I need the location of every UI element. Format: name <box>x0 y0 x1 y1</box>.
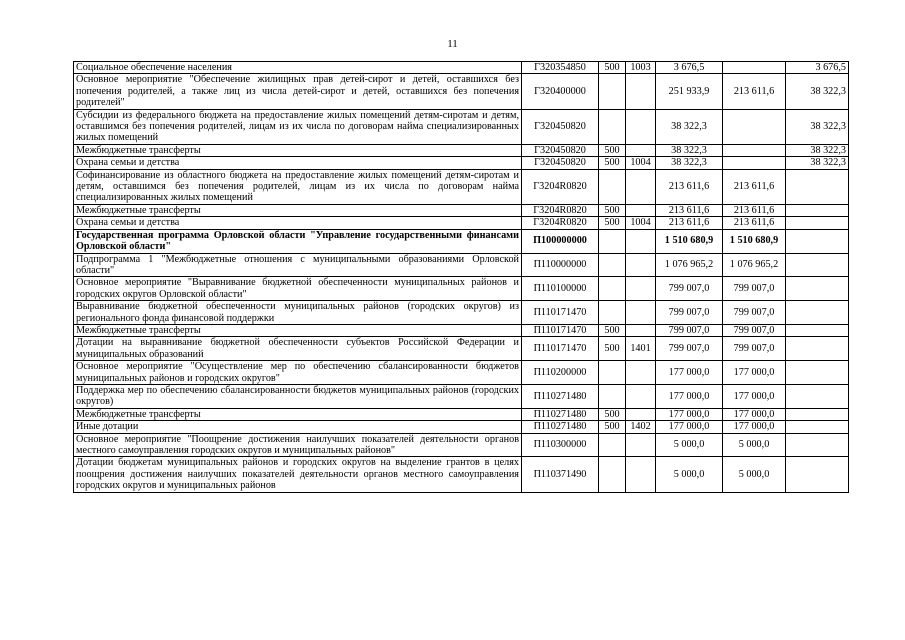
table-row <box>74 361 849 385</box>
row-section-cell <box>626 361 656 385</box>
row-code-cell: Г3204R0820 <box>522 169 599 204</box>
table-row <box>74 229 849 253</box>
row-total-cell: 177 000,0 <box>656 421 723 433</box>
row-name-cell: Софинансирование из областного бюджета на предоставление жилых помещений детям-сиротам и детям, оставшимся без попечения родителей, лицам из их числа по договорам найма специализированных жилых помещений <box>74 169 522 204</box>
budget-table-body <box>74 62 849 493</box>
row-federal-cell: 38 322,3 <box>786 74 849 109</box>
row-total-cell: 799 007,0 <box>656 277 723 301</box>
row-federal-cell: 3 676,5 <box>786 62 849 74</box>
row-regional-cell: 213 611,6 <box>723 217 786 229</box>
table-row <box>74 169 849 204</box>
row-total-cell: 5 000,0 <box>656 433 723 457</box>
row-federal-cell <box>786 301 849 325</box>
row-total-cell: 799 007,0 <box>656 301 723 325</box>
row-name-cell: Иные дотации <box>74 421 522 433</box>
row-federal-cell <box>786 277 849 301</box>
row-expense-type-cell: 500 <box>599 62 626 74</box>
row-total-cell: 177 000,0 <box>656 408 723 420</box>
row-regional-cell: 1 510 680,9 <box>723 229 786 253</box>
row-total-cell: 177 000,0 <box>656 384 723 408</box>
row-code-cell: П110271480 <box>522 384 599 408</box>
row-expense-type-cell <box>599 277 626 301</box>
table-row <box>74 204 849 216</box>
row-section-cell <box>626 169 656 204</box>
row-regional-cell: 213 611,6 <box>723 204 786 216</box>
row-name-cell: Охрана семьи и детства <box>74 157 522 169</box>
row-code-cell: П100000000 <box>522 229 599 253</box>
row-expense-type-cell <box>599 301 626 325</box>
row-federal-cell <box>786 421 849 433</box>
row-section-cell: 1402 <box>626 421 656 433</box>
table-row <box>74 301 849 325</box>
table-row <box>74 109 849 144</box>
table-row <box>74 74 849 109</box>
row-section-cell <box>626 408 656 420</box>
row-code-cell: Г3204R0820 <box>522 204 599 216</box>
row-expense-type-cell: 500 <box>599 204 626 216</box>
row-federal-cell <box>786 204 849 216</box>
row-name-cell: Дотации бюджетам муниципальных районов и городских округов на выделение грантов в целях поощрения достижения наилучших показателей деятельности органов местного самоуправления городских округов и муниципальных районов <box>74 457 522 492</box>
row-expense-type-cell <box>599 433 626 457</box>
row-federal-cell <box>786 253 849 277</box>
row-code-cell: П110100000 <box>522 277 599 301</box>
row-section-cell <box>626 204 656 216</box>
row-name-cell: Социальное обеспечение населения <box>74 62 522 74</box>
row-expense-type-cell <box>599 109 626 144</box>
row-federal-cell <box>786 169 849 204</box>
row-regional-cell: 799 007,0 <box>723 277 786 301</box>
row-code-cell: П110371490 <box>522 457 599 492</box>
row-regional-cell: 177 000,0 <box>723 384 786 408</box>
row-code-cell: П110171470 <box>522 301 599 325</box>
row-expense-type-cell: 500 <box>599 157 626 169</box>
row-name-cell: Основное мероприятие "Выравнивание бюджетной обеспеченности муниципальных районов и городских округов Орловской области" <box>74 277 522 301</box>
row-total-cell: 177 000,0 <box>656 361 723 385</box>
row-regional-cell: 1 076 965,2 <box>723 253 786 277</box>
row-regional-cell: 799 007,0 <box>723 301 786 325</box>
row-name-cell: Охрана семьи и детства <box>74 217 522 229</box>
row-total-cell: 799 007,0 <box>656 337 723 361</box>
row-total-cell: 213 611,6 <box>656 217 723 229</box>
row-total-cell: 799 007,0 <box>656 324 723 336</box>
row-total-cell: 213 611,6 <box>656 204 723 216</box>
row-regional-cell: 213 611,6 <box>723 74 786 109</box>
row-expense-type-cell <box>599 384 626 408</box>
row-federal-cell <box>786 408 849 420</box>
row-section-cell <box>626 384 656 408</box>
row-section-cell <box>626 301 656 325</box>
row-code-cell: Г320450820 <box>522 109 599 144</box>
row-name-cell: Поддержка мер по обеспечению сбалансированности бюджетов муниципальных районов (городских округов) <box>74 384 522 408</box>
row-name-cell: Межбюджетные трансферты <box>74 204 522 216</box>
table-row <box>74 62 849 74</box>
table-row <box>74 433 849 457</box>
row-expense-type-cell: 500 <box>599 144 626 156</box>
table-row <box>74 253 849 277</box>
row-total-cell: 38 322,3 <box>656 157 723 169</box>
row-total-cell: 251 933,9 <box>656 74 723 109</box>
row-federal-cell <box>786 384 849 408</box>
row-expense-type-cell: 500 <box>599 337 626 361</box>
table-row <box>74 277 849 301</box>
row-federal-cell <box>786 229 849 253</box>
row-federal-cell: 38 322,3 <box>786 109 849 144</box>
row-code-cell: П110271480 <box>522 421 599 433</box>
row-code-cell: П110200000 <box>522 361 599 385</box>
row-section-cell: 1003 <box>626 62 656 74</box>
table-row <box>74 384 849 408</box>
page-number: 11 <box>447 38 458 50</box>
row-federal-cell <box>786 337 849 361</box>
row-name-cell: Основное мероприятие "Осуществление мер по обеспечению сбалансированности бюджетов муниципальных районов и городских округов" <box>74 361 522 385</box>
row-code-cell: Г320450820 <box>522 157 599 169</box>
row-section-cell <box>626 277 656 301</box>
row-name-cell: Субсидии из федерального бюджета на предоставление жилых помещений детям-сиротам и детям, оставшимся без попечения родителей, лицам из их числа по договорам найма специализированных жилых помещений <box>74 109 522 144</box>
row-total-cell: 3 676,5 <box>656 62 723 74</box>
row-expense-type-cell <box>599 74 626 109</box>
row-name-cell: Межбюджетные трансферты <box>74 144 522 156</box>
table-row <box>74 324 849 336</box>
row-code-cell: П110171470 <box>522 324 599 336</box>
row-name-cell: Основное мероприятие "Обеспечение жилищных прав детей-сирот и детей, оставшихся без попечения родителей, а также лиц из числа детей-сирот и детей, оставшихся без попечения родителей" <box>74 74 522 109</box>
row-code-cell: П110171470 <box>522 337 599 361</box>
row-code-cell: Г320354850 <box>522 62 599 74</box>
row-federal-cell <box>786 457 849 492</box>
row-regional-cell <box>723 157 786 169</box>
row-federal-cell <box>786 217 849 229</box>
row-section-cell <box>626 433 656 457</box>
row-regional-cell: 213 611,6 <box>723 169 786 204</box>
row-section-cell <box>626 253 656 277</box>
row-expense-type-cell <box>599 457 626 492</box>
row-federal-cell <box>786 324 849 336</box>
row-regional-cell: 799 007,0 <box>723 337 786 361</box>
row-regional-cell: 799 007,0 <box>723 324 786 336</box>
row-section-cell <box>626 324 656 336</box>
row-expense-type-cell: 500 <box>599 421 626 433</box>
row-name-cell: Выравнивание бюджетной обеспеченности муниципальных районов (городских округов) из регионального фонда финансовой поддержки <box>74 301 522 325</box>
row-code-cell: П110000000 <box>522 253 599 277</box>
row-section-cell <box>626 457 656 492</box>
row-regional-cell: 5 000,0 <box>723 433 786 457</box>
row-code-cell: Г320450820 <box>522 144 599 156</box>
row-total-cell: 38 322,3 <box>656 109 723 144</box>
row-regional-cell <box>723 144 786 156</box>
row-federal-cell <box>786 433 849 457</box>
table-row <box>74 217 849 229</box>
row-total-cell: 38 322,3 <box>656 144 723 156</box>
table-row <box>74 157 849 169</box>
row-name-cell: Основное мероприятие "Поощрение достижения наилучших показателей деятельности органов местного самоуправления городских округов и муниципальных районов" <box>74 433 522 457</box>
row-code-cell: П110300000 <box>522 433 599 457</box>
row-section-cell: 1401 <box>626 337 656 361</box>
row-name-cell: Подпрограмма 1 "Межбюджетные отношения с муниципальными образованиями Орловской области" <box>74 253 522 277</box>
table-row <box>74 457 849 492</box>
row-regional-cell <box>723 109 786 144</box>
row-total-cell: 1 076 965,2 <box>656 253 723 277</box>
row-regional-cell: 177 000,0 <box>723 421 786 433</box>
row-regional-cell <box>723 62 786 74</box>
row-expense-type-cell: 500 <box>599 324 626 336</box>
row-name-cell: Дотации на выравнивание бюджетной обеспеченности субъектов Российской Федерации и муниципальных образований <box>74 337 522 361</box>
row-expense-type-cell <box>599 253 626 277</box>
row-expense-type-cell: 500 <box>599 217 626 229</box>
row-code-cell: Г320400000 <box>522 74 599 109</box>
row-total-cell: 1 510 680,9 <box>656 229 723 253</box>
row-expense-type-cell <box>599 361 626 385</box>
row-expense-type-cell <box>599 169 626 204</box>
row-regional-cell: 5 000,0 <box>723 457 786 492</box>
row-section-cell <box>626 229 656 253</box>
table-row <box>74 421 849 433</box>
row-name-cell: Государственная программа Орловской области "Управление государственными финансами Орловской области" <box>74 229 522 253</box>
row-federal-cell: 38 322,3 <box>786 144 849 156</box>
budget-table <box>73 61 849 493</box>
row-total-cell: 213 611,6 <box>656 169 723 204</box>
row-code-cell: Г3204R0820 <box>522 217 599 229</box>
row-section-cell <box>626 109 656 144</box>
row-name-cell: Межбюджетные трансферты <box>74 408 522 420</box>
row-section-cell <box>626 74 656 109</box>
row-total-cell: 5 000,0 <box>656 457 723 492</box>
row-section-cell: 1004 <box>626 157 656 169</box>
row-code-cell: П110271480 <box>522 408 599 420</box>
row-federal-cell <box>786 361 849 385</box>
table-row <box>74 408 849 420</box>
row-regional-cell: 177 000,0 <box>723 408 786 420</box>
row-regional-cell: 177 000,0 <box>723 361 786 385</box>
row-name-cell: Межбюджетные трансферты <box>74 324 522 336</box>
row-section-cell <box>626 144 656 156</box>
table-row <box>74 144 849 156</box>
row-expense-type-cell: 500 <box>599 408 626 420</box>
row-federal-cell: 38 322,3 <box>786 157 849 169</box>
table-row <box>74 337 849 361</box>
row-expense-type-cell <box>599 229 626 253</box>
row-section-cell: 1004 <box>626 217 656 229</box>
